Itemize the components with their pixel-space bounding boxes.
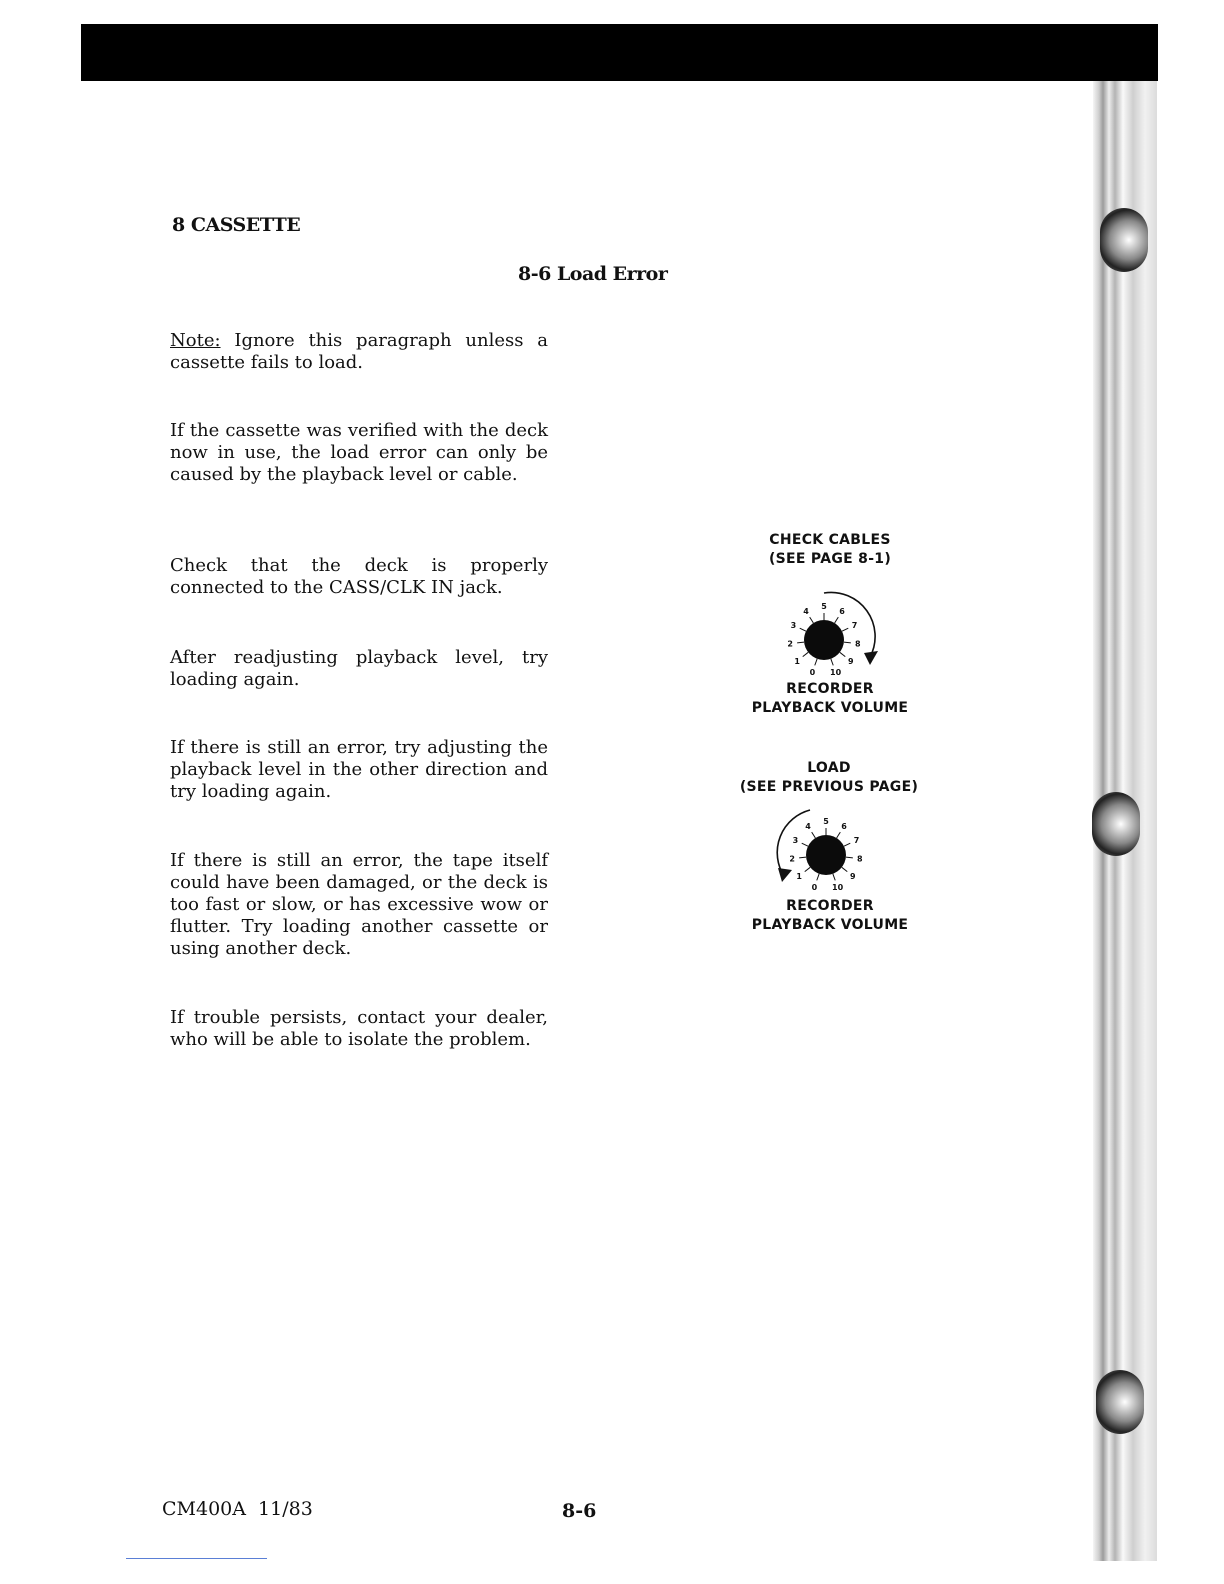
footer-model-date: CM400A 11/83	[162, 1498, 313, 1520]
dial-tick	[812, 832, 816, 838]
binding-ring-bottom	[1096, 1370, 1144, 1434]
binding-ring-top	[1100, 208, 1148, 272]
dial-tick	[831, 659, 833, 666]
paragraph-tape-damaged: If there is still an error, the tape itself could have been damaged, or the deck is too fast or slow, or has excessive wow or flutter. Try loading another cassette or using another deck.	[170, 850, 548, 959]
dial-number: 7	[851, 621, 858, 631]
bottom-rule	[126, 1558, 267, 1559]
dial-number: 6	[839, 607, 845, 617]
dial-tick	[815, 659, 817, 666]
figure2-volume-knob	[770, 800, 890, 900]
dial-number: 6	[841, 822, 847, 832]
binding-ring-middle	[1092, 792, 1140, 856]
dial-tick	[810, 617, 814, 623]
dial-number: 8	[855, 639, 861, 649]
dial-tick	[802, 843, 808, 846]
dial-number: 1	[794, 656, 800, 666]
dial-tick	[844, 642, 851, 643]
dial-number: 0	[809, 667, 816, 677]
paragraph-verified: If the cassette was verified with the deck now in use, the load error can only be caused by the playback level or cable.	[170, 420, 548, 485]
dial-tick	[833, 874, 835, 881]
dial-number: 3	[790, 621, 797, 631]
figure1-caption-line2: (SEE PAGE 8-1)	[768, 551, 892, 567]
figure1-knob-body	[804, 620, 844, 660]
dial-number: 7	[853, 836, 860, 846]
figure2-caption	[726, 759, 932, 797]
figure2-knob-body	[806, 835, 846, 875]
paragraph-trouble-persists: If trouble persists, contact your dealer, who will be able to isolate the problem.	[170, 1007, 548, 1050]
note-label: Note:	[170, 330, 221, 351]
dial-number: 5	[821, 602, 827, 611]
dial-tick	[842, 628, 848, 631]
dial-tick	[797, 642, 804, 643]
dial-tick	[805, 867, 811, 871]
figure1-label-line1: RECORDER	[786, 681, 874, 697]
footer-page-number: 8-6	[562, 1500, 597, 1522]
paragraph-check-deck: Check that the deck is properly connected to the CASS/CLK IN jack.	[170, 555, 548, 598]
dial-tick	[817, 874, 819, 881]
dial-tick	[803, 652, 809, 656]
dial-number: 2	[787, 639, 793, 649]
dial-number: 4	[803, 607, 809, 617]
dial-tick	[842, 867, 848, 871]
figure1-turn-arrowhead-icon	[864, 651, 878, 665]
figure1-caption	[730, 531, 930, 569]
paragraph-readjust: After readjusting playback level, try loading again.	[170, 647, 548, 690]
figure2-caption-line1: LOAD	[807, 760, 851, 776]
note-text: Ignore this paragraph unless a cassette fails to load.	[170, 330, 548, 373]
figure2-label-line1: RECORDER	[786, 898, 874, 914]
dial-tick	[837, 832, 841, 838]
figure1-volume-knob	[770, 585, 890, 685]
dial-number: 4	[805, 822, 811, 832]
dial-tick	[846, 857, 853, 858]
dial-number: 9	[850, 871, 856, 881]
figure1-label	[730, 680, 930, 718]
dial-tick	[844, 843, 850, 846]
figure2-label-line2: PLAYBACK VOLUME	[751, 917, 909, 933]
dial-tick	[835, 617, 839, 623]
section-title: 8 CASSETTE	[172, 214, 301, 236]
dial-number: 5	[823, 817, 829, 826]
dial-number: 10	[830, 667, 842, 677]
figure1-label-line2: PLAYBACK VOLUME	[751, 700, 909, 716]
figure2-label	[730, 897, 930, 935]
dial-tick	[800, 628, 806, 631]
note-paragraph	[170, 330, 548, 374]
dial-number: 9	[848, 656, 854, 666]
dial-number: 2	[789, 854, 795, 864]
figure2-caption-line2: (SEE PREVIOUS PAGE)	[739, 779, 919, 795]
figure1-caption-line1: CHECK CABLES	[769, 532, 891, 548]
dial-number: 10	[832, 882, 844, 892]
dial-number: 1	[796, 871, 802, 881]
figure2-turn-arrowhead-icon	[778, 868, 792, 882]
scan-top-black-bar	[81, 24, 1158, 81]
dial-number: 8	[857, 854, 863, 864]
paragraph-other-direction: If there is still an error, try adjusting the playback level in the other direction and try loading again.	[170, 737, 548, 802]
dial-number: 0	[811, 882, 818, 892]
subsection-title: 8-6 Load Error	[518, 263, 668, 285]
dial-tick	[799, 857, 806, 858]
dial-number: 3	[792, 836, 799, 846]
dial-tick	[840, 652, 846, 656]
